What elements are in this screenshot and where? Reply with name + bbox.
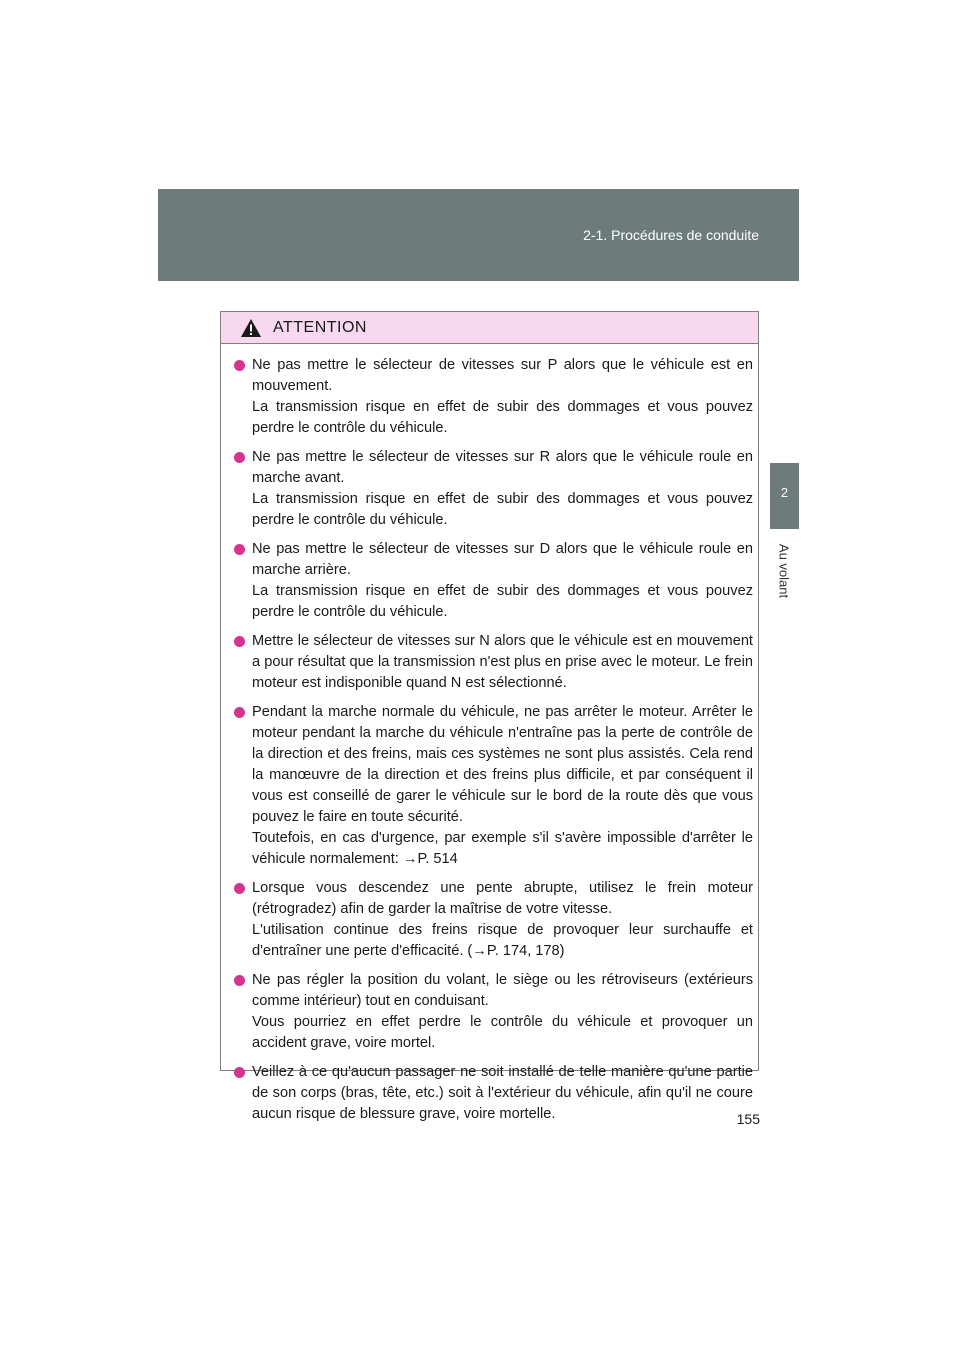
caution-paragraph: Ne pas régler la position du volant, le siège ou les rétroviseurs (extérieurs comme intérieur) tout en conduisant. — [252, 972, 753, 1009]
caution-header — [221, 312, 758, 344]
caution-paragraph: Pendant la marche normale du véhicule, ne pas arrêter le moteur. Arrêter le moteur pendant la marche du véhicule n'entraîne pas la perte de contrôle de la direction et des freins, mais ces systèmes ne sont plus assistés. Cela rend la manœuvre de la direction et des freins plus difficile, et par conséquent il vous est conseillé de garer le véhicule sur le bord de la route dès que vous pouvez le faire en toute sécurité. — [252, 704, 753, 825]
caution-paragraph: Lorsque vous descendez une pente abrupte, utilisez le frein moteur (rétrogradez) afin de garder la maîtrise de votre vitesse. — [252, 880, 753, 917]
page-number: 155 — [736, 1111, 760, 1127]
caution-item — [234, 447, 753, 531]
chapter-tab[interactable] — [770, 463, 799, 529]
header-band — [158, 189, 799, 281]
bullet-icon — [234, 975, 245, 986]
caution-paragraph: Ne pas mettre le sélecteur de vitesses sur R alors que le véhicule roule en marche avant. — [252, 449, 753, 486]
caution-item — [234, 631, 753, 694]
caution-item — [234, 539, 753, 623]
caution-paragraph: L'utilisation continue des freins risque de provoquer leur surchauffe et d'entraîner une perte d'efficacité. (→P. 174, 178) — [252, 922, 753, 959]
bullet-icon — [234, 1067, 245, 1078]
caution-item — [234, 355, 753, 439]
chapter-number: 2 — [780, 485, 789, 500]
warning-triangle-icon — [240, 318, 262, 338]
chapter-label-text: Au volant — [776, 543, 792, 599]
caution-paragraph: Toutefois, en cas d'urgence, par exemple s'il s'avère impossible d'arrêter le véhicule normalement: →P. 514 — [252, 830, 753, 867]
caution-paragraph: Mettre le sélecteur de vitesses sur N alors que le véhicule est en mouvement a pour résultat que la transmission n'est plus en prise avec le moteur. Le frein moteur est indisponible quand N est sélectionné. — [252, 633, 753, 691]
caution-item — [234, 1062, 753, 1125]
caution-paragraph: Vous pourriez en effet perdre le contrôle du véhicule et provoquer un accident grave, voire mortel. — [252, 1014, 753, 1051]
bullet-icon — [234, 883, 245, 894]
bullet-icon — [234, 636, 245, 647]
section-title: 2-1. Procédures de conduite — [583, 227, 759, 243]
caution-item — [234, 702, 753, 870]
caution-item — [234, 970, 753, 1054]
bullet-icon — [234, 707, 245, 718]
caution-item — [234, 878, 753, 962]
chapter-label — [773, 540, 795, 602]
caution-paragraph: Ne pas mettre le sélecteur de vitesses sur D alors que le véhicule roule en marche arrière. — [252, 541, 753, 578]
caution-paragraph: Veillez à ce qu'aucun passager ne soit installé de telle manière qu'une partie de son corps (bras, tête, etc.) soit à l'extérieur du véhicule, afin qu'il ne coure aucun risque de blessure grave, voire mortelle. — [252, 1064, 753, 1122]
caution-paragraph: La transmission risque en effet de subir des dommages et vous pouvez perdre le contrôle du véhicule. — [252, 399, 753, 436]
bullet-icon — [234, 452, 245, 463]
caution-list — [221, 344, 758, 1125]
caution-paragraph: La transmission risque en effet de subir des dommages et vous pouvez perdre le contrôle du véhicule. — [252, 491, 753, 528]
bullet-icon — [234, 360, 245, 371]
bullet-icon — [234, 544, 245, 555]
caution-title: ATTENTION — [273, 318, 367, 336]
caution-paragraph: La transmission risque en effet de subir des dommages et vous pouvez perdre le contrôle du véhicule. — [252, 583, 753, 620]
caution-paragraph: Ne pas mettre le sélecteur de vitesses sur P alors que le véhicule est en mouvement. — [252, 357, 753, 394]
